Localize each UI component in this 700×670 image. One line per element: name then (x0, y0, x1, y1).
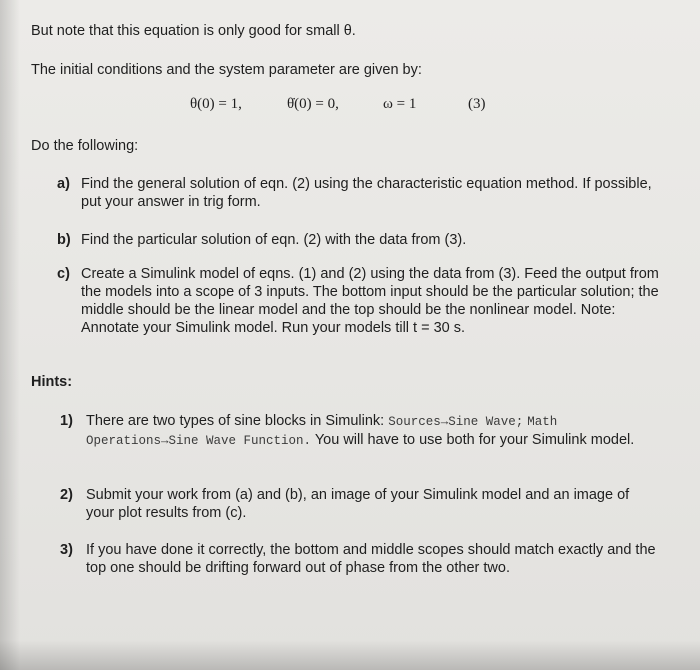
task-c-label: c) (57, 266, 70, 282)
hint-3-label: 3) (60, 542, 73, 558)
bottom-shadow (0, 640, 700, 670)
omega-value: ω = 1 (383, 96, 417, 112)
equation-3 (190, 96, 510, 116)
intro-line-1: But note that this equation is only good for small θ. (31, 23, 356, 39)
task-c-text: Create a Simulink model of eqns. (1) and (2) using the data from (3). Feed the output from the models into a scope of 3 inputs. The bottom input should be the particular solution; the middle should be the linear model and the top should be the nonlinear model. Note: Annotate your Simulink model. Run your models till t = 30 s. (81, 266, 659, 336)
hint-1-code-math: Math Operations→Sine Wave Function. (86, 415, 558, 448)
task-a-text: Find the general solution of eqn. (2) using the characteristic equation method. If possible, put your answer in trig form. (81, 176, 652, 210)
initial-theta-dot: θ̇(0) = 0, (287, 96, 339, 112)
intro-line-2: The initial conditions and the system parameter are given by: (31, 62, 422, 78)
hint-2-text: Submit your work from (a) and (b), an image of your Simulink model and an image of your plot results from (c). (86, 487, 630, 521)
tasks-heading: Do the following: (31, 138, 139, 154)
task-b-label: b) (57, 232, 71, 248)
hints-heading: Hints: (31, 374, 73, 390)
task-b-text: Find the particular solution of eqn. (2) with the data from (3). (81, 232, 467, 248)
equation-number: (3) (468, 96, 486, 112)
hint-1-outro: You will have to use both for your Simulink model. (314, 432, 635, 448)
hint-2-label: 2) (60, 487, 73, 503)
hint-1-code-sources: Sources→Sine Wave; (388, 415, 524, 429)
hint-1-text (86, 412, 661, 450)
hint-3-text: If you have done it correctly, the bottom and middle scopes should match exactly and the top one should be drifting forward out of phase from the other two. (86, 542, 656, 576)
hint-1-label: 1) (60, 413, 73, 429)
task-a-label: a) (57, 176, 70, 192)
initial-theta: θ(0) = 1, (190, 96, 242, 112)
page-edge-shadow (0, 0, 20, 670)
hint-1-intro: There are two types of sine blocks in Simulink: (86, 413, 385, 429)
